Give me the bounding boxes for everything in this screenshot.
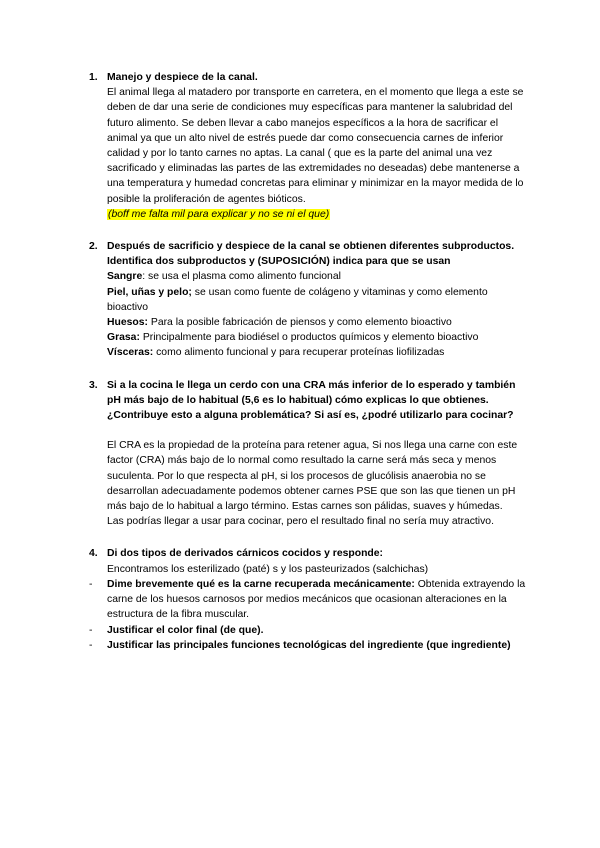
question-number: 2. — [89, 241, 98, 253]
answer-text: Las podrías llegar a usar para cocinar, pero el resultado final no sería muy atractivo. — [107, 516, 494, 528]
question-4 — [89, 546, 529, 652]
sub-question — [89, 638, 529, 653]
sub-question-title: Dime brevemente qué es la carne recuperada mecánicamente: — [107, 578, 415, 590]
highlighted-note: (boff me falta mil para explicar y no se ni el que) — [108, 208, 330, 220]
document-body — [89, 70, 529, 653]
question-title: Di dos tipos de derivados cárnicos cocidos y responde: — [107, 548, 384, 560]
question-1 — [89, 70, 529, 222]
question-title: Manejo y despiece de la canal. — [107, 72, 258, 83]
dash-bullet: - — [89, 639, 93, 651]
subproduct-item: Sangre: se usa el plasma como alimento funcional — [107, 271, 341, 283]
dash-bullet: - — [89, 624, 93, 636]
subproduct-item: Huesos: Para la posible fabricación de piensos y como elemento bioactivo — [107, 317, 452, 329]
question-number: 4. — [89, 548, 98, 560]
subproduct-item: Grasa: Principalmente para biodiésel o productos químicos y elemento bioactivo — [107, 332, 479, 344]
subproduct-item: Vísceras: como alimento funcional y para recuperar proteínas liofilizadas — [107, 347, 445, 359]
question-title: Si a la cocina le llega un cerdo con una CRA más inferior de lo esperado y también pH más bajo de lo habitual (5,6 es lo habitual) cómo explicas lo que obtienes. ¿Contribuye esto a alguna problemática? Si así es, ¿podré utilizarlo para cocinar? — [107, 379, 516, 422]
sub-question-title: Justificar las principales funciones tecnológicas del ingrediente (que ingrediente) — [107, 639, 511, 651]
answer-text: Encontramos los esterilizado (paté) s y los pasteurizados (salchichas) — [107, 563, 429, 575]
sub-question-title: Justificar el color final (de que). — [107, 624, 264, 636]
sub-question — [89, 623, 529, 638]
subproduct-item: Piel, uñas y pelo; se usan como fuente de colágeno y vitaminas y como elemento bioactivo — [107, 286, 488, 313]
question-title: Después de sacrificio y despiece de la canal se obtienen diferentes subproductos. Identifica dos subproductos y (SUPOSICIÓN) indica para que se usan — [107, 241, 515, 268]
answer-text: El CRA es la propiedad de la proteína para retener agua, Si nos llega una carne con este factor (CRA) más bajo de lo normal como resultado la carne será más seca y menos suculenta. Por lo que respecta al pH, si los procesos de glucólisis anaerobia no se desarrollan adecuadamente podemos obtener carnes PSE que son las que tienen un pH más bajo de lo habitual a largo término. Estas carnes son pálidas, suaves y húmedas. — [107, 440, 518, 513]
answer-text: Obtenida extrayendo la carne de los huesos carnosos por medios mecánicos que ocasionan alteraciones en la estructura de la fibra muscular. — [107, 578, 526, 621]
answer-text: El animal llega al matadero por transporte en carretera, en el momento que llega a este se deben de dar una serie de condiciones muy específicas para mantener la salubridad del futuro alimento. Se deben llevar a cabo manejos específicos a la hora de sacrificar el animal ya que un alto nivel de estrés puede dar como consecuencia carnes de inferior calidad y por lo tanto carnes no aptas. La canal ( que es la parte del animal una vez sacrificado y eliminadas las partes de las extremidades no deseadas) debe mantenerse a una temperatura y humedad concretas para eliminar y minimizar en la mayor medida de lo posible la proliferación de agentes bióticos. — [107, 87, 524, 205]
sub-question — [89, 577, 529, 623]
question-2 — [89, 239, 529, 361]
question-number: 1. — [89, 72, 98, 83]
question-3 — [89, 378, 529, 530]
question-number: 3. — [89, 379, 98, 391]
dash-bullet: - — [89, 578, 93, 590]
